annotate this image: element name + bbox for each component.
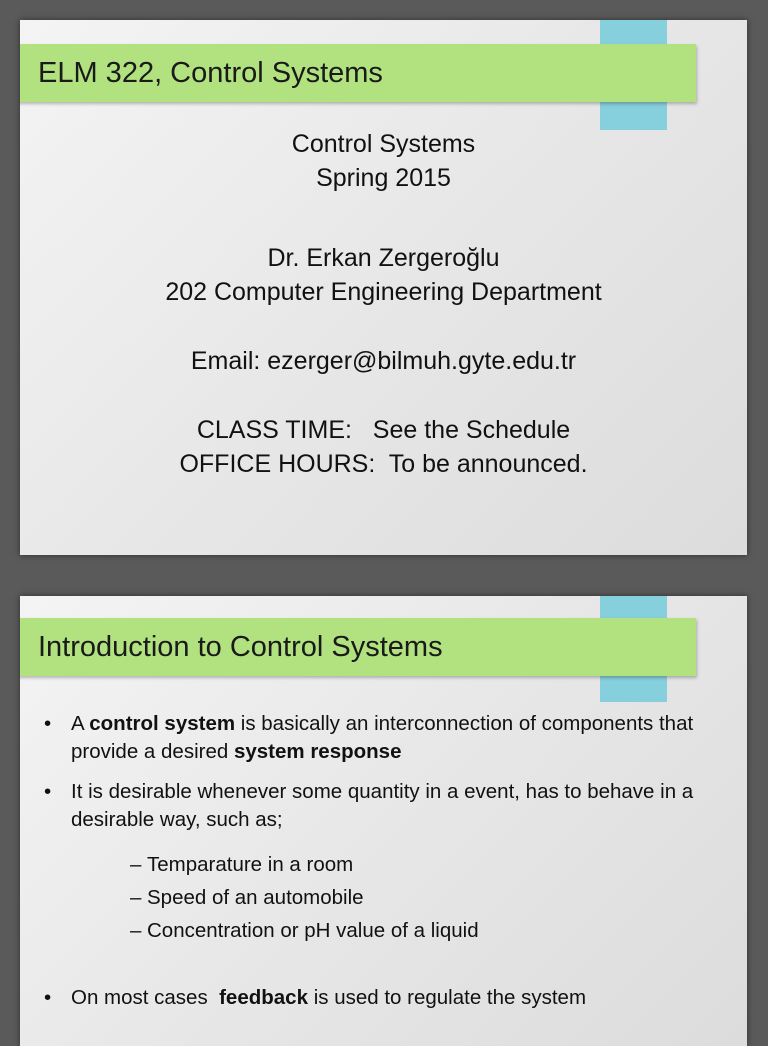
sub-dash: – (130, 886, 142, 909)
sub-item (44, 884, 734, 912)
bullet-item (44, 778, 734, 834)
slide-title: ELM 322, Control Systems (38, 57, 383, 89)
office-hours: OFFICE HOURS: To be announced. (179, 450, 588, 478)
bullet-text: It is desirable whenever some quantity in a event, has to behave in a desirable way, such as; (71, 780, 694, 831)
bullet-dot: • (44, 712, 52, 735)
bullet-dot: • (44, 780, 52, 803)
bullet-text: A control system is basically an interconnection of components that provide a desired system response (71, 712, 694, 763)
bullet-list (44, 710, 734, 1024)
instructor-info (20, 241, 747, 309)
bullet-text: On most cases feedback is used to regulate the system (71, 986, 587, 1009)
sub-item-text: Temparature in a room (147, 853, 354, 876)
sub-item-text: Speed of an automobile (147, 886, 364, 909)
bullet-item (44, 710, 734, 766)
sub-dash: – (130, 919, 142, 942)
course-info (20, 127, 747, 195)
email: Email: ezerger@bilmuh.gyte.edu.tr (190, 347, 577, 375)
instructor-name: Dr. Erkan Zergeroğlu (267, 244, 500, 272)
slide-1 (20, 20, 747, 555)
bullet-dot: • (44, 986, 52, 1009)
title-bar (20, 618, 696, 676)
sub-item (44, 917, 734, 945)
title-bar (20, 44, 696, 102)
bullet-item (44, 984, 734, 1012)
sub-item (44, 851, 734, 879)
department: 202 Computer Engineering Department (165, 278, 602, 306)
slide-title: Introduction to Control Systems (38, 631, 443, 663)
sub-dash: – (130, 853, 142, 876)
course-line: Control Systems (291, 130, 476, 158)
schedule-info (20, 413, 747, 481)
term-line: Spring 2015 (316, 164, 451, 192)
slide-2 (20, 596, 747, 1046)
class-time: CLASS TIME: See the Schedule (196, 416, 571, 444)
email-line (20, 344, 747, 378)
sub-item-text: Concentration or pH value of a liquid (147, 919, 479, 942)
